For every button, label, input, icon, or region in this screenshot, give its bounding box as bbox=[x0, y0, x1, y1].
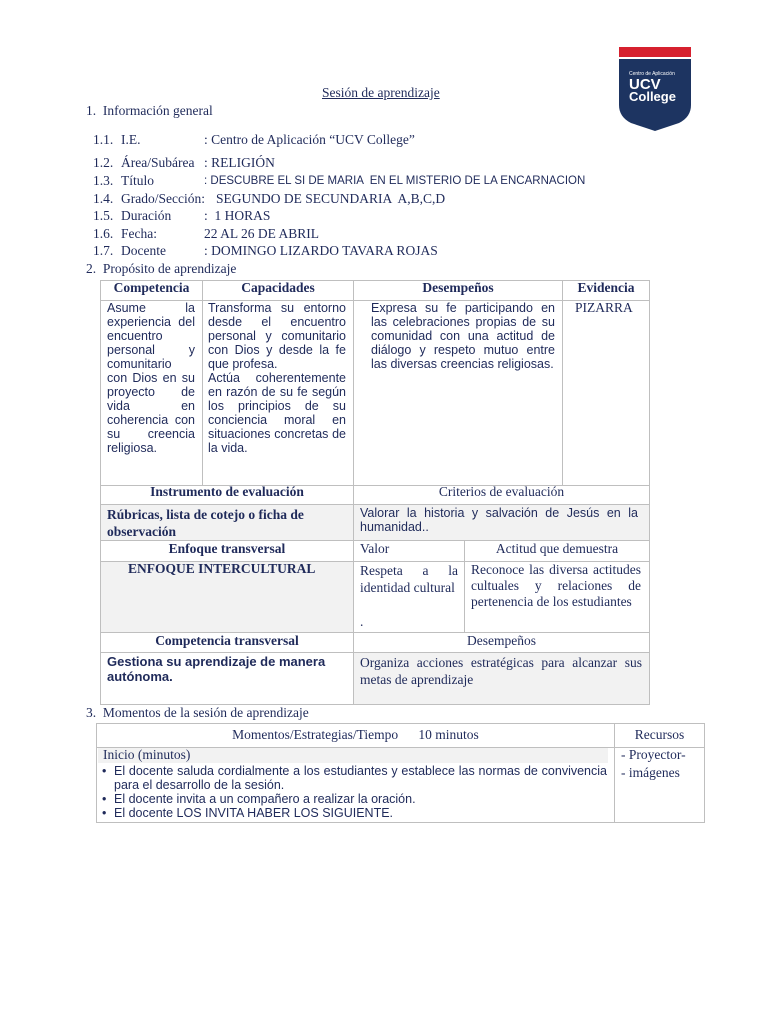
info-label: Grado/Sección: bbox=[121, 191, 205, 206]
list-item: • El docente LOS INVITA HABER LOS SIGUIENTE. bbox=[102, 806, 607, 820]
header-desempenos: Desempeños bbox=[422, 280, 494, 295]
list-item: • El docente invita a un compañero a realizar la oración. bbox=[102, 792, 607, 806]
recursos-header: Recursos bbox=[634, 727, 685, 742]
info-num: 1.5. bbox=[93, 208, 114, 223]
info-num: 1.6. bbox=[93, 226, 114, 241]
logo-line1: UCV bbox=[629, 76, 661, 93]
instrumento-header: Instrumento de evaluación bbox=[150, 484, 304, 499]
info-num: 1.3. bbox=[93, 173, 114, 188]
info-value: : DOMINGO LIZARDO TAVARA ROJAS bbox=[204, 243, 438, 258]
info-label: Fecha: bbox=[121, 226, 157, 241]
info-label: I.E. bbox=[121, 132, 141, 147]
info-value: : Centro de Aplicación “UCV College” bbox=[204, 132, 415, 147]
comp-trans-header: Competencia transversal bbox=[155, 633, 299, 648]
capacidades-text: Transforma su entorno desde el encuentro personal y comunitario con Dios y desde la fe que profesa. Actúa coherentemente en razón de su fe según los principios de su conciencia moral en situaciones concretas de la vida. bbox=[208, 301, 346, 455]
header-capacidades: Capacidades bbox=[241, 280, 315, 295]
comp-trans-text: Gestiona su aprendizaje de manera autónoma. bbox=[107, 654, 326, 684]
enfoque-header: Enfoque transversal bbox=[168, 541, 286, 556]
info-value: 22 AL 26 DE ABRIL bbox=[204, 226, 320, 241]
enfoque-text: ENFOQUE INTERCULTURAL bbox=[128, 561, 316, 576]
logo-small-text: Centro de Aplicación bbox=[629, 71, 675, 77]
inicio-bullets bbox=[102, 764, 607, 820]
info-num: 1.2. bbox=[93, 155, 114, 170]
info-label: Duración bbox=[121, 208, 172, 223]
instrumento-text: Rúbricas, lista de cotejo o ficha de observación bbox=[107, 507, 304, 539]
info-value: : RELIGIÓN bbox=[204, 155, 275, 170]
inicio-label: Inicio (minutos) bbox=[103, 747, 191, 762]
header-evidencia: Evidencia bbox=[577, 280, 635, 295]
logo-line2: College bbox=[629, 89, 676, 104]
recurso-item: - imágenes bbox=[621, 765, 680, 780]
actitud-text: Reconoce las diversa actitudes cultuales y relaciones de pertenencia de los estudiantes bbox=[471, 562, 641, 609]
recurso-item: - Proyector- bbox=[621, 747, 686, 762]
criterios-text: Valorar la historia y salvación de Jesús en la humanidad.. bbox=[360, 506, 638, 534]
info-label: Área/Subárea bbox=[121, 155, 195, 170]
info-num: 1.4. bbox=[93, 191, 114, 206]
header-competencia: Competencia bbox=[113, 280, 190, 295]
page-title: Sesión de aprendizaje bbox=[322, 85, 440, 100]
info-num: 1.7. bbox=[93, 243, 114, 258]
valor-header: Valor bbox=[360, 541, 390, 556]
momentos-table bbox=[96, 723, 705, 823]
info-label: Título bbox=[121, 173, 154, 188]
ucv-college-logo bbox=[619, 47, 691, 131]
info-label: Docente bbox=[121, 243, 166, 258]
info-value: SEGUNDO DE SECUNDARIA A,B,C,D bbox=[216, 191, 446, 206]
info-num: 1.1. bbox=[93, 132, 114, 147]
desempenos-text: Expresa su fe participando en las celebraciones propias de su comunidad con una actitud de diálogo y respeto mutuo entre las diversas creencias religiosas. bbox=[371, 301, 555, 371]
momentos-header: Momentos/Estrategias/Tiempo 10 minutos bbox=[232, 727, 479, 742]
table-cell bbox=[562, 300, 650, 486]
desempenos2-header: Desempeños bbox=[467, 633, 536, 648]
section-2-heading: 2. Propósito de aprendizaje bbox=[86, 261, 237, 276]
list-item: • El docente saluda cordialmente a los estudiantes y establece las normas de convivencia para el desarrollo de la sesión. bbox=[102, 764, 607, 792]
valor-text: Respeta a la identidad cultural bbox=[360, 563, 458, 595]
desempenos2-text: Organiza acciones estratégicas para alcanzar sus metas de aprendizaje bbox=[360, 655, 642, 687]
section-3-heading: 3. Momentos de la sesión de aprendizaje bbox=[86, 705, 309, 720]
criterios-header: Criterios de evaluación bbox=[438, 484, 565, 499]
evidencia-text: PIZARRA bbox=[575, 300, 633, 315]
competencia-text: Asume la experiencia del encuentro personal y comunitario con Dios en su proyecto de vida en coherencia con su creencia religiosa. bbox=[107, 301, 195, 455]
section-1-heading: 1. Información general bbox=[86, 103, 213, 118]
valor-dot: . bbox=[360, 614, 364, 629]
actitud-header: Actitud que demuestra bbox=[495, 541, 619, 556]
info-value: : 1 HORAS bbox=[204, 208, 271, 223]
info-value: : DESCUBRE EL SI DE MARIA EN EL MISTERIO DE LA ENCARNACION bbox=[204, 175, 586, 187]
proposito-table bbox=[100, 280, 650, 705]
